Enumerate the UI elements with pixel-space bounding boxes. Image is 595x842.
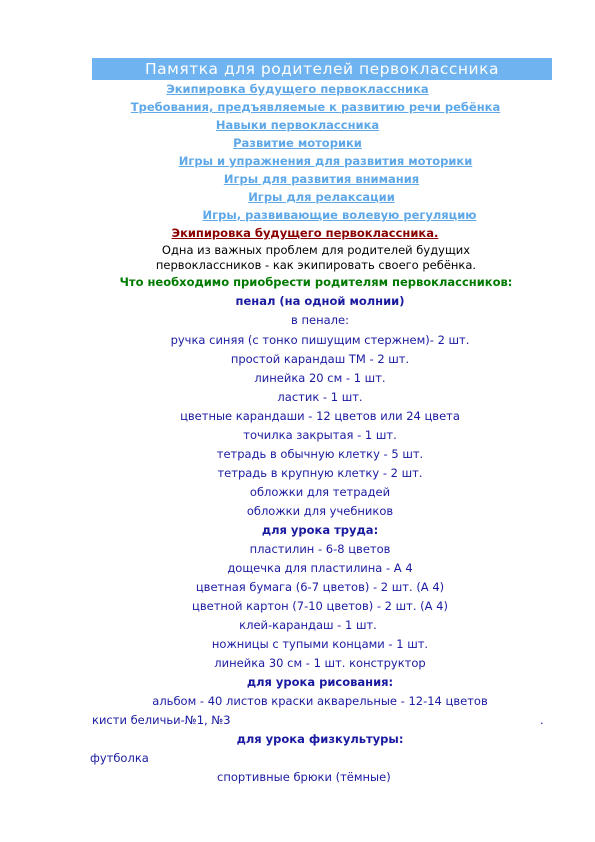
list-item: ластик - 1 шт. [277, 390, 363, 404]
list-item: цветные карандаши - 12 цветов или 24 цвета [180, 409, 460, 423]
intro-line-1: Одна из важных проблем для родителей будущих [161, 243, 471, 257]
list-item: альбом - 40 листов краски акварельные - 12-14 цветов [152, 694, 488, 708]
subheading-pe: для урока физкультуры: [236, 732, 404, 746]
list-item-brushes-dot: . [540, 713, 544, 727]
list-item: обложки для учебников [246, 504, 394, 518]
intro-line-2: первоклассников - как экипировать своего ребёнка. [155, 258, 477, 272]
list-item: клей-карандаш - 1 шт. [239, 618, 377, 632]
list-item: линейка 30 см - 1 шт. конструктор [214, 656, 426, 670]
page-title: Памятка для родителей первоклассника [92, 58, 552, 80]
list-item: цветной картон (7-10 цветов) - 2 шт. (А 4) [192, 599, 448, 613]
list-item: цветная бумага (6-7 цветов) - 2 шт. (А 4) [195, 580, 445, 594]
list-item: в пенале: [291, 313, 349, 327]
list-item: тетрадь в крупную клетку - 2 шт. [217, 466, 423, 480]
toc-link-relaxation[interactable]: Игры для релаксации [248, 190, 395, 204]
toc-link-motor-games[interactable]: Игры и упражнения для развития моторики [178, 154, 473, 168]
toc-link-equipment[interactable]: Экипировка будущего первоклассника [166, 82, 429, 96]
subheading-drawing: для урока рисования: [246, 675, 394, 689]
list-item: обложки для тетрадей [249, 485, 391, 499]
subheading-labor: для урока труда: [261, 523, 379, 537]
list-item-pencil-case: пенал (на одной молнии) [235, 294, 405, 308]
toc-link-skills[interactable]: Навыки первоклассника [215, 118, 380, 132]
list-item: дощечка для пластилина - А 4 [227, 561, 413, 575]
toc-link-speech[interactable]: Требования, предъявляемые к развитию речи ребёнка [130, 100, 501, 114]
list-item: линейка 20 см - 1 шт. [254, 371, 386, 385]
list-item: ручка синяя (с тонко пишущим стержнем)- 2 шт. [170, 333, 470, 347]
list-item-brushes: кисти беличьи-№1, №3 [92, 713, 231, 727]
list-item: тетрадь в обычную клетку - 5 шт. [216, 447, 424, 461]
list-item: простой карандаш ТМ - 2 шт. [230, 352, 410, 366]
list-item: пластилин - 6-8 цветов [249, 542, 391, 556]
list-item: ножницы с тупыми концами - 1 шт. [211, 637, 429, 651]
toc-link-volition[interactable]: Игры, развивающие волевую регуляцию [202, 208, 477, 222]
question-heading: Что необходимо приобрести родителям первоклассников: [119, 275, 513, 289]
section-heading: Экипировка будущего первоклассника. [171, 226, 439, 240]
list-item-tshirt: футболка [90, 751, 149, 765]
toc-link-attention[interactable]: Игры для развития внимания [223, 172, 420, 186]
list-item: точилка закрытая - 1 шт. [243, 428, 397, 442]
list-item-pants: спортивные брюки (тёмные) [217, 770, 391, 784]
toc-link-motor[interactable]: Развитие моторики [233, 136, 362, 150]
